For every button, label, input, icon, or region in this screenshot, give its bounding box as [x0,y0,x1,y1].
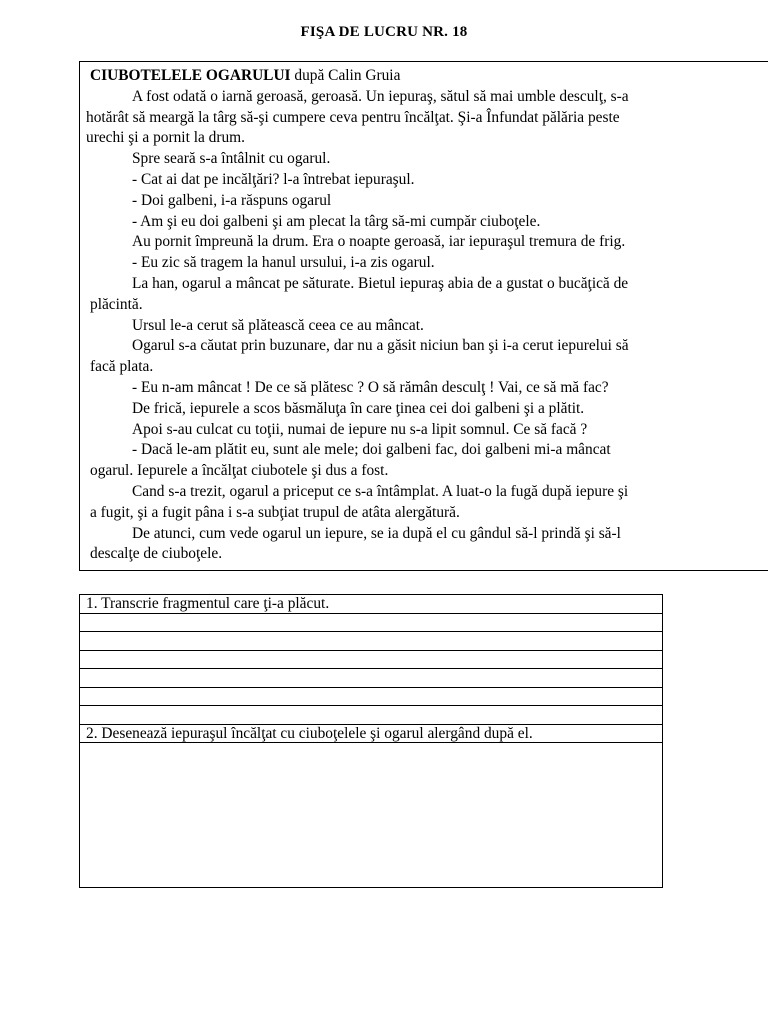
page-title: FIŞA DE LUCRU NR. 18 [300,24,468,40]
story-line: Spre seară s-a întâlnit cu ogarul. [132,150,331,168]
story-line: ogarul. Iepurele a încălţat ciubotele şi dus a fost. [90,462,389,480]
story-line: Au pornit împreună la drum. Era o noapte geroasă, iar iepuraşul tremura de frig. [132,233,626,251]
story-line: - Eu zic să tragem la hanul ursului, i-a zis ogarul. [132,254,435,272]
writing-line[interactable] [79,650,663,669]
story-line: - Cat ai dat pe incălţări? l-a întrebat iepuraşul. [132,170,415,188]
story-line: De frică, iepurele a scos băsmăluţa în care ţinea cei doi galbeni şi a plătit. [132,399,585,417]
story-line: Ursul le-a cerut să plătească ceea ce au mâncat. [132,316,424,334]
story-byline: după Calin Gruia [290,67,401,84]
story-line: urechi şi a pornit la drum. [86,129,245,147]
story-line: La han, ogarul a mâncat pe săturate. Bietul iepuraş abia de a gustat o bucăţică de [132,274,629,292]
story-heading [86,66,768,87]
tasks-table [79,594,663,888]
story-box [79,61,768,571]
story-title: CIUBOTELELE OGARULUI [90,67,291,84]
story-line: plăcintă. [90,295,143,313]
story-line: Ogarul s-a căutat prin buzunare, dar nu a găsit niciun ban şi i-a cerut iepurelui să [132,337,629,355]
writing-line[interactable] [79,613,663,632]
writing-line[interactable] [79,705,663,724]
writing-line[interactable] [79,687,663,706]
task1-prompt: 1. Transcrie fragmentul care ţi-a plăcut. [79,594,663,613]
drawing-area[interactable] [79,742,663,888]
story-line: Cand s-a trezit, ogarul a priceput ce s-a întâmplat. A luat-o la fugă după iepure şi [132,482,629,500]
story-line: De atunci, cum vede ogarul un iepure, se ia după el cu gândul să-l prindă şi să-l [132,524,621,542]
writing-line[interactable] [79,631,663,650]
story-line: a fugit, şi a fugit pâna i s-a subţiat trupul de atâta alergătură. [90,503,460,521]
story-line: facă plata. [90,358,154,376]
story-line: hotărât să meargă la târg să-şi cumpere ceva pentru încălţat. Şi-a Înfundat pălăria peste [86,108,620,126]
story-line: - Eu n-am mâncat ! De ce să plătesc ? O să rămân desculţ ! Vai, ce să mă fac? [132,378,609,396]
story-line: - Doi galbeni, i-a răspuns ogarul [132,191,332,209]
writing-line[interactable] [79,668,663,687]
story-line: descalţe de ciuboţele. [90,545,223,563]
story-line: - Dacă le-am plătit eu, sunt ale mele; doi galbeni fac, doi galbeni mi-a mâncat [132,441,611,459]
story-line: A fost odată o iarnă geroasă, geroasă. Un iepuraş, sătul să mai umble desculţ, s-a [132,87,629,105]
story-line: Apoi s-au culcat cu toţii, numai de iepure nu s-a lipit somnul. Ce să facă ? [132,420,588,438]
story-line: - Am şi eu doi galbeni şi am plecat la târg să-mi cumpăr ciuboţele. [132,212,541,230]
task2-prompt: 2. Desenează iepuraşul încălţat cu ciuboţelele şi ogarul alergând după el. [79,724,663,743]
